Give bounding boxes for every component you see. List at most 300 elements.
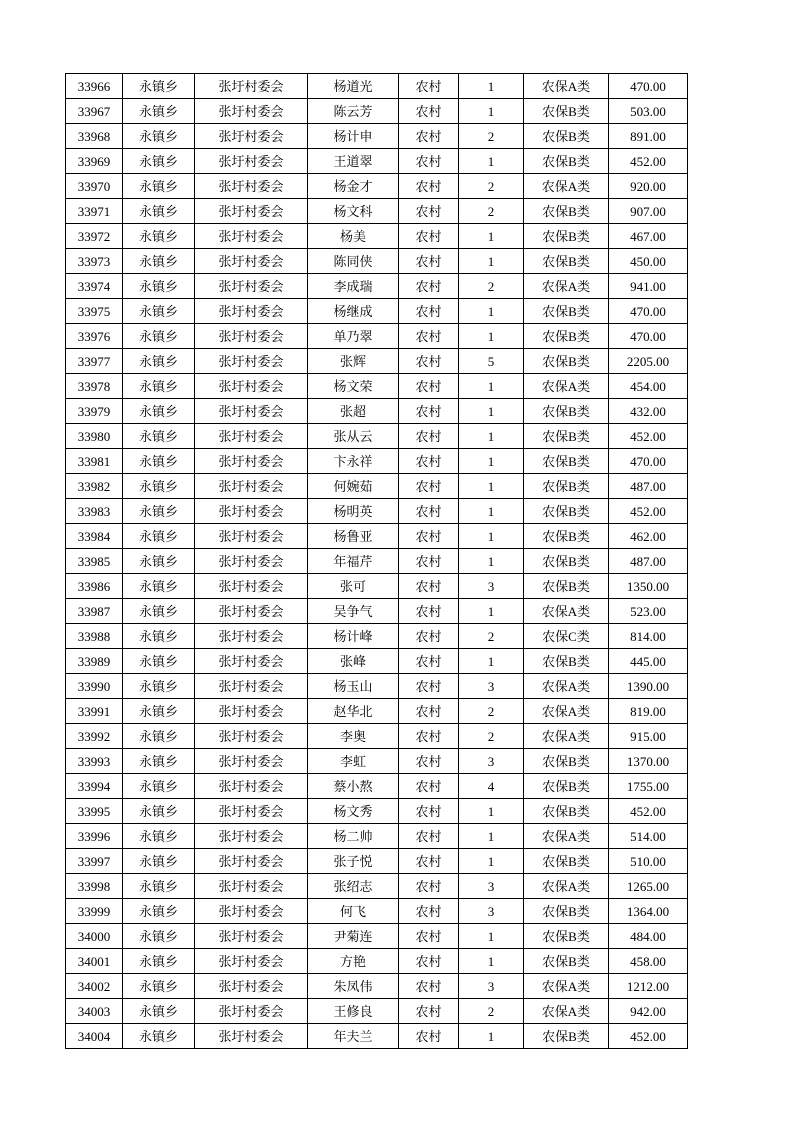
- cell-count: 1: [459, 474, 524, 499]
- cell-village: 张圩村委会: [195, 799, 308, 824]
- cell-amount: 452.00: [609, 149, 688, 174]
- cell-serial: 33999: [66, 899, 123, 924]
- cell-count: 1: [459, 399, 524, 424]
- cell-category: 农保B类: [524, 649, 609, 674]
- cell-residence: 农村: [399, 499, 459, 524]
- cell-category: 农保B类: [524, 849, 609, 874]
- cell-residence: 农村: [399, 249, 459, 274]
- cell-village: 张圩村委会: [195, 199, 308, 224]
- cell-count: 1: [459, 449, 524, 474]
- cell-township: 永镇乡: [123, 574, 195, 599]
- cell-township: 永镇乡: [123, 899, 195, 924]
- cell-township: 永镇乡: [123, 949, 195, 974]
- cell-village: 张圩村委会: [195, 999, 308, 1024]
- cell-residence: 农村: [399, 1024, 459, 1049]
- cell-residence: 农村: [399, 749, 459, 774]
- cell-serial: 33991: [66, 699, 123, 724]
- cell-village: 张圩村委会: [195, 324, 308, 349]
- cell-township: 永镇乡: [123, 349, 195, 374]
- records-table: [65, 73, 688, 1049]
- cell-name: 陈同侠: [308, 249, 399, 274]
- table-row: [66, 799, 688, 824]
- cell-residence: 农村: [399, 649, 459, 674]
- cell-residence: 农村: [399, 374, 459, 399]
- cell-amount: 1390.00: [609, 674, 688, 699]
- cell-category: 农保B类: [524, 249, 609, 274]
- cell-village: 张圩村委会: [195, 924, 308, 949]
- records-table-body: [66, 74, 688, 1049]
- cell-township: 永镇乡: [123, 74, 195, 99]
- cell-village: 张圩村委会: [195, 699, 308, 724]
- table-row: [66, 124, 688, 149]
- cell-village: 张圩村委会: [195, 499, 308, 524]
- cell-village: 张圩村委会: [195, 874, 308, 899]
- cell-village: 张圩村委会: [195, 549, 308, 574]
- cell-name: 尹菊连: [308, 924, 399, 949]
- table-row: [66, 999, 688, 1024]
- cell-village: 张圩村委会: [195, 899, 308, 924]
- cell-township: 永镇乡: [123, 699, 195, 724]
- cell-count: 5: [459, 349, 524, 374]
- table-row: [66, 149, 688, 174]
- cell-name: 张超: [308, 399, 399, 424]
- cell-serial: 33979: [66, 399, 123, 424]
- cell-village: 张圩村委会: [195, 1024, 308, 1049]
- cell-village: 张圩村委会: [195, 849, 308, 874]
- cell-amount: 2205.00: [609, 349, 688, 374]
- cell-township: 永镇乡: [123, 924, 195, 949]
- cell-residence: 农村: [399, 799, 459, 824]
- cell-amount: 458.00: [609, 949, 688, 974]
- cell-name: 杨文秀: [308, 799, 399, 824]
- table-row: [66, 949, 688, 974]
- cell-serial: 33984: [66, 524, 123, 549]
- cell-amount: 432.00: [609, 399, 688, 424]
- cell-category: 农保A类: [524, 174, 609, 199]
- cell-name: 赵华北: [308, 699, 399, 724]
- cell-amount: 523.00: [609, 599, 688, 624]
- cell-serial: 33981: [66, 449, 123, 474]
- table-row: [66, 1024, 688, 1049]
- table-row: [66, 224, 688, 249]
- cell-amount: 452.00: [609, 499, 688, 524]
- table-row: [66, 749, 688, 774]
- table-row: [66, 624, 688, 649]
- cell-serial: 33983: [66, 499, 123, 524]
- cell-category: 农保A类: [524, 374, 609, 399]
- cell-village: 张圩村委会: [195, 824, 308, 849]
- cell-category: 农保B类: [524, 474, 609, 499]
- table-row: [66, 299, 688, 324]
- cell-amount: 467.00: [609, 224, 688, 249]
- cell-serial: 33996: [66, 824, 123, 849]
- cell-residence: 农村: [399, 599, 459, 624]
- cell-serial: 33986: [66, 574, 123, 599]
- cell-village: 张圩村委会: [195, 124, 308, 149]
- cell-amount: 462.00: [609, 524, 688, 549]
- cell-village: 张圩村委会: [195, 774, 308, 799]
- cell-count: 2: [459, 124, 524, 149]
- table-row: [66, 374, 688, 399]
- cell-serial: 34003: [66, 999, 123, 1024]
- cell-village: 张圩村委会: [195, 949, 308, 974]
- cell-category: 农保B类: [524, 424, 609, 449]
- cell-category: 农保B类: [524, 99, 609, 124]
- cell-count: 1: [459, 549, 524, 574]
- cell-serial: 34002: [66, 974, 123, 999]
- cell-name: 杨继成: [308, 299, 399, 324]
- cell-village: 张圩村委会: [195, 299, 308, 324]
- cell-name: 陈云芳: [308, 99, 399, 124]
- cell-category: 农保B类: [524, 899, 609, 924]
- cell-category: 农保A类: [524, 974, 609, 999]
- cell-name: 何婉茹: [308, 474, 399, 499]
- cell-village: 张圩村委会: [195, 149, 308, 174]
- cell-category: 农保A类: [524, 674, 609, 699]
- cell-category: 农保B类: [524, 949, 609, 974]
- cell-residence: 农村: [399, 199, 459, 224]
- table-row: [66, 774, 688, 799]
- cell-serial: 33994: [66, 774, 123, 799]
- cell-count: 3: [459, 574, 524, 599]
- cell-count: 1: [459, 799, 524, 824]
- cell-township: 永镇乡: [123, 324, 195, 349]
- cell-amount: 487.00: [609, 474, 688, 499]
- cell-amount: 1212.00: [609, 974, 688, 999]
- cell-name: 年福芹: [308, 549, 399, 574]
- cell-category: 农保A类: [524, 724, 609, 749]
- cell-residence: 农村: [399, 999, 459, 1024]
- cell-category: 农保B类: [524, 449, 609, 474]
- cell-name: 杨鲁亚: [308, 524, 399, 549]
- cell-township: 永镇乡: [123, 99, 195, 124]
- cell-count: 1: [459, 149, 524, 174]
- cell-residence: 农村: [399, 349, 459, 374]
- cell-township: 永镇乡: [123, 524, 195, 549]
- cell-amount: 514.00: [609, 824, 688, 849]
- cell-count: 3: [459, 674, 524, 699]
- cell-township: 永镇乡: [123, 549, 195, 574]
- cell-residence: 农村: [399, 849, 459, 874]
- cell-residence: 农村: [399, 674, 459, 699]
- cell-residence: 农村: [399, 174, 459, 199]
- cell-amount: 891.00: [609, 124, 688, 149]
- cell-serial: 33970: [66, 174, 123, 199]
- cell-serial: 33977: [66, 349, 123, 374]
- cell-residence: 农村: [399, 949, 459, 974]
- cell-count: 1: [459, 374, 524, 399]
- cell-amount: 454.00: [609, 374, 688, 399]
- cell-village: 张圩村委会: [195, 224, 308, 249]
- cell-name: 杨文荣: [308, 374, 399, 399]
- cell-village: 张圩村委会: [195, 474, 308, 499]
- table-row: [66, 674, 688, 699]
- cell-category: 农保B类: [524, 224, 609, 249]
- cell-village: 张圩村委会: [195, 624, 308, 649]
- cell-residence: 农村: [399, 74, 459, 99]
- cell-residence: 农村: [399, 99, 459, 124]
- cell-residence: 农村: [399, 149, 459, 174]
- cell-name: 单乃翠: [308, 324, 399, 349]
- cell-village: 张圩村委会: [195, 249, 308, 274]
- cell-amount: 1350.00: [609, 574, 688, 599]
- cell-residence: 农村: [399, 299, 459, 324]
- cell-count: 1: [459, 99, 524, 124]
- cell-count: 1: [459, 249, 524, 274]
- cell-township: 永镇乡: [123, 724, 195, 749]
- cell-serial: 33969: [66, 149, 123, 174]
- cell-residence: 农村: [399, 274, 459, 299]
- cell-count: 1: [459, 324, 524, 349]
- cell-amount: 510.00: [609, 849, 688, 874]
- cell-count: 4: [459, 774, 524, 799]
- cell-serial: 33968: [66, 124, 123, 149]
- cell-residence: 农村: [399, 449, 459, 474]
- cell-residence: 农村: [399, 324, 459, 349]
- table-row: [66, 649, 688, 674]
- cell-serial: 33973: [66, 249, 123, 274]
- cell-township: 永镇乡: [123, 224, 195, 249]
- cell-count: 1: [459, 924, 524, 949]
- cell-amount: 942.00: [609, 999, 688, 1024]
- table-row: [66, 324, 688, 349]
- cell-category: 农保B类: [524, 149, 609, 174]
- cell-residence: 农村: [399, 824, 459, 849]
- cell-residence: 农村: [399, 624, 459, 649]
- cell-township: 永镇乡: [123, 399, 195, 424]
- cell-count: 3: [459, 974, 524, 999]
- cell-category: 农保B类: [524, 349, 609, 374]
- cell-township: 永镇乡: [123, 249, 195, 274]
- cell-category: 农保A类: [524, 599, 609, 624]
- cell-name: 李奥: [308, 724, 399, 749]
- cell-category: 农保B类: [524, 799, 609, 824]
- cell-serial: 33980: [66, 424, 123, 449]
- cell-name: 年夫兰: [308, 1024, 399, 1049]
- cell-name: 张峰: [308, 649, 399, 674]
- cell-township: 永镇乡: [123, 449, 195, 474]
- cell-category: 农保B类: [524, 749, 609, 774]
- cell-amount: 452.00: [609, 799, 688, 824]
- cell-name: 卞永祥: [308, 449, 399, 474]
- cell-serial: 33978: [66, 374, 123, 399]
- cell-residence: 农村: [399, 124, 459, 149]
- cell-count: 1: [459, 1024, 524, 1049]
- cell-amount: 470.00: [609, 299, 688, 324]
- table-row: [66, 699, 688, 724]
- cell-amount: 814.00: [609, 624, 688, 649]
- cell-name: 王修良: [308, 999, 399, 1024]
- cell-serial: 33976: [66, 324, 123, 349]
- cell-serial: 34000: [66, 924, 123, 949]
- cell-residence: 农村: [399, 474, 459, 499]
- cell-residence: 农村: [399, 524, 459, 549]
- cell-residence: 农村: [399, 574, 459, 599]
- cell-amount: 1265.00: [609, 874, 688, 899]
- cell-count: 1: [459, 424, 524, 449]
- cell-serial: 33995: [66, 799, 123, 824]
- cell-amount: 1755.00: [609, 774, 688, 799]
- cell-count: 1: [459, 599, 524, 624]
- cell-residence: 农村: [399, 924, 459, 949]
- cell-name: 杨计申: [308, 124, 399, 149]
- cell-residence: 农村: [399, 899, 459, 924]
- cell-count: 1: [459, 524, 524, 549]
- cell-name: 杨文科: [308, 199, 399, 224]
- cell-residence: 农村: [399, 774, 459, 799]
- cell-category: 农保B类: [524, 199, 609, 224]
- cell-count: 2: [459, 174, 524, 199]
- cell-name: 张子悦: [308, 849, 399, 874]
- cell-township: 永镇乡: [123, 124, 195, 149]
- table-row: [66, 499, 688, 524]
- cell-township: 永镇乡: [123, 299, 195, 324]
- cell-township: 永镇乡: [123, 999, 195, 1024]
- cell-name: 朱凤伟: [308, 974, 399, 999]
- cell-village: 张圩村委会: [195, 649, 308, 674]
- cell-serial: 33990: [66, 674, 123, 699]
- cell-residence: 农村: [399, 399, 459, 424]
- cell-name: 张可: [308, 574, 399, 599]
- table-row: [66, 99, 688, 124]
- cell-township: 永镇乡: [123, 1024, 195, 1049]
- cell-name: 杨二帅: [308, 824, 399, 849]
- cell-count: 2: [459, 699, 524, 724]
- cell-township: 永镇乡: [123, 499, 195, 524]
- cell-township: 永镇乡: [123, 274, 195, 299]
- cell-residence: 农村: [399, 424, 459, 449]
- cell-category: 农保B类: [524, 1024, 609, 1049]
- cell-amount: 920.00: [609, 174, 688, 199]
- cell-township: 永镇乡: [123, 374, 195, 399]
- cell-residence: 农村: [399, 699, 459, 724]
- table-row: [66, 74, 688, 99]
- table-row: [66, 899, 688, 924]
- cell-category: 农保B类: [524, 499, 609, 524]
- cell-township: 永镇乡: [123, 824, 195, 849]
- table-row: [66, 849, 688, 874]
- cell-serial: 33974: [66, 274, 123, 299]
- cell-village: 张圩村委会: [195, 574, 308, 599]
- table-row: [66, 424, 688, 449]
- cell-village: 张圩村委会: [195, 599, 308, 624]
- table-row: [66, 549, 688, 574]
- cell-name: 张从云: [308, 424, 399, 449]
- cell-serial: 33998: [66, 874, 123, 899]
- cell-village: 张圩村委会: [195, 724, 308, 749]
- table-row: [66, 574, 688, 599]
- cell-category: 农保B类: [524, 299, 609, 324]
- cell-count: 1: [459, 224, 524, 249]
- cell-serial: 33992: [66, 724, 123, 749]
- cell-amount: 450.00: [609, 249, 688, 274]
- cell-amount: 452.00: [609, 424, 688, 449]
- cell-count: 1: [459, 849, 524, 874]
- cell-name: 方艳: [308, 949, 399, 974]
- table-row: [66, 474, 688, 499]
- cell-residence: 农村: [399, 874, 459, 899]
- cell-amount: 1364.00: [609, 899, 688, 924]
- cell-name: 杨明英: [308, 499, 399, 524]
- cell-serial: 33975: [66, 299, 123, 324]
- cell-township: 永镇乡: [123, 174, 195, 199]
- cell-name: 张绍志: [308, 874, 399, 899]
- cell-count: 3: [459, 749, 524, 774]
- cell-serial: 33997: [66, 849, 123, 874]
- table-row: [66, 874, 688, 899]
- cell-amount: 503.00: [609, 99, 688, 124]
- cell-township: 永镇乡: [123, 799, 195, 824]
- cell-count: 2: [459, 199, 524, 224]
- cell-count: 3: [459, 899, 524, 924]
- table-row: [66, 524, 688, 549]
- cell-category: 农保A类: [524, 699, 609, 724]
- table-row: [66, 399, 688, 424]
- table-row: [66, 349, 688, 374]
- cell-amount: 470.00: [609, 74, 688, 99]
- table-row: [66, 599, 688, 624]
- cell-amount: 819.00: [609, 699, 688, 724]
- cell-serial: 33982: [66, 474, 123, 499]
- cell-category: 农保A类: [524, 274, 609, 299]
- cell-name: 何飞: [308, 899, 399, 924]
- cell-residence: 农村: [399, 974, 459, 999]
- cell-residence: 农村: [399, 724, 459, 749]
- cell-amount: 470.00: [609, 449, 688, 474]
- cell-category: 农保B类: [524, 549, 609, 574]
- cell-amount: 907.00: [609, 199, 688, 224]
- cell-category: 农保B类: [524, 774, 609, 799]
- table-row: [66, 174, 688, 199]
- cell-amount: 1370.00: [609, 749, 688, 774]
- cell-category: 农保A类: [524, 999, 609, 1024]
- cell-name: 蔡小熬: [308, 774, 399, 799]
- cell-count: 3: [459, 874, 524, 899]
- cell-serial: 33971: [66, 199, 123, 224]
- cell-amount: 484.00: [609, 924, 688, 949]
- cell-township: 永镇乡: [123, 599, 195, 624]
- cell-township: 永镇乡: [123, 624, 195, 649]
- cell-village: 张圩村委会: [195, 424, 308, 449]
- cell-name: 李虹: [308, 749, 399, 774]
- cell-category: 农保B类: [524, 124, 609, 149]
- cell-serial: 33985: [66, 549, 123, 574]
- cell-name: 杨玉山: [308, 674, 399, 699]
- cell-count: 1: [459, 649, 524, 674]
- cell-count: 2: [459, 999, 524, 1024]
- cell-category: 农保C类: [524, 624, 609, 649]
- cell-count: 1: [459, 824, 524, 849]
- cell-serial: 34004: [66, 1024, 123, 1049]
- table-row: [66, 199, 688, 224]
- cell-name: 吴争气: [308, 599, 399, 624]
- cell-name: 杨金才: [308, 174, 399, 199]
- cell-township: 永镇乡: [123, 974, 195, 999]
- cell-category: 农保B类: [524, 574, 609, 599]
- cell-name: 杨美: [308, 224, 399, 249]
- cell-village: 张圩村委会: [195, 174, 308, 199]
- cell-serial: 33967: [66, 99, 123, 124]
- cell-village: 张圩村委会: [195, 674, 308, 699]
- cell-category: 农保B类: [524, 924, 609, 949]
- cell-township: 永镇乡: [123, 199, 195, 224]
- cell-village: 张圩村委会: [195, 274, 308, 299]
- cell-village: 张圩村委会: [195, 749, 308, 774]
- cell-village: 张圩村委会: [195, 349, 308, 374]
- cell-category: 农保A类: [524, 74, 609, 99]
- cell-village: 张圩村委会: [195, 99, 308, 124]
- cell-name: 杨道光: [308, 74, 399, 99]
